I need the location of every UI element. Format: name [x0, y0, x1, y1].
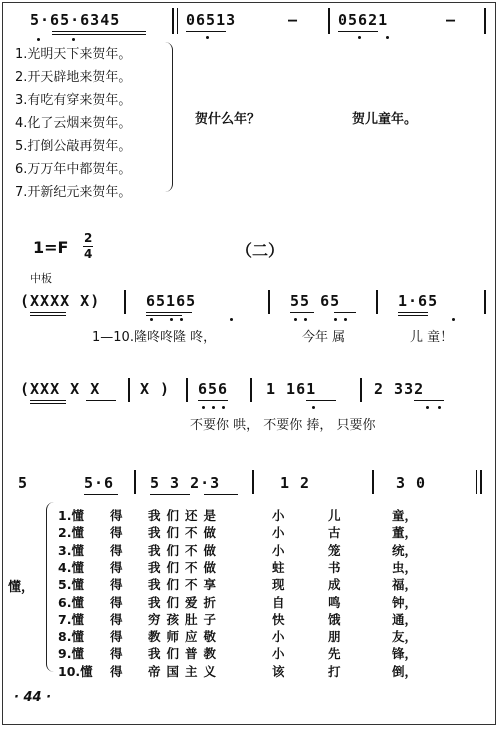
verse-cell: 9.懂 [58, 646, 84, 662]
low-dot [212, 406, 215, 409]
verse-cell: 我们爱折 [148, 594, 223, 610]
verse-cell: 童， [392, 508, 418, 523]
verse-cell: 得 [110, 611, 123, 627]
verse-cell: 4.懂 [58, 559, 84, 575]
underline [414, 400, 444, 401]
underline [204, 494, 238, 495]
verse-cell: 得 [110, 577, 123, 593]
percussion-bar: X ) [140, 380, 171, 398]
verse-cell: 5.懂 [58, 577, 84, 593]
verse-cell: 先 [328, 646, 341, 662]
underline [398, 315, 428, 316]
underline [52, 31, 146, 32]
verse-cell: 得 [110, 663, 123, 679]
verse-cell: 小 [272, 525, 285, 541]
verse-cell: 得 [110, 559, 123, 575]
underline [30, 312, 66, 313]
notation-measure-1: 5·65·6345 [30, 11, 121, 29]
lyric-line: 儿 童！ [410, 330, 454, 345]
verse-cell: 朋 [328, 629, 341, 645]
verse-cell: 书 [328, 559, 341, 575]
low-dot [230, 318, 233, 321]
underline [186, 31, 226, 32]
tempo-marking: 中板 [30, 272, 52, 285]
verse-cell: 古 [328, 525, 341, 541]
side-lyric: 懂， [8, 580, 35, 595]
verse-cell: 3.懂 [58, 542, 84, 558]
verse-cell: 得 [110, 508, 123, 523]
verse-line: 4.化了云烟来贺年。 [15, 116, 132, 131]
verse-cell: 小 [272, 542, 285, 558]
underline [290, 312, 314, 313]
notation-measure: 1 161 [266, 380, 317, 398]
verse-cell: 倒， [392, 663, 418, 679]
barline [268, 290, 270, 314]
verse-cell: 得 [110, 542, 123, 558]
barline [124, 290, 126, 314]
underline [398, 312, 428, 313]
notation-measure: 1·65 [398, 292, 439, 310]
lyric-line: 今年 属 [302, 330, 346, 345]
verse-cell: 小 [272, 646, 285, 662]
verse-brace [46, 502, 55, 672]
low-dot [294, 318, 297, 321]
low-dot [37, 38, 40, 41]
notation-measure-3: 05621 [338, 11, 389, 29]
verse-cell: 10.懂 [58, 663, 93, 679]
notation-measure: 656 [198, 380, 229, 398]
verse-cell: 得 [110, 646, 123, 662]
time-signature-bottom: 4 [84, 247, 93, 261]
verse-cell: 友， [392, 629, 418, 645]
verse-cell: 8.懂 [58, 629, 84, 645]
verse-cell: 小 [272, 629, 285, 645]
verse-cell: 打 [328, 663, 341, 679]
low-dot [452, 318, 455, 321]
underline [52, 34, 146, 35]
barline [484, 8, 486, 34]
verse-cell: 福， [392, 577, 418, 593]
low-dot [206, 36, 209, 39]
notation-measure: 65165 [146, 292, 197, 310]
underline [86, 400, 116, 401]
barline [252, 470, 254, 494]
underline [198, 400, 228, 401]
dash: – [446, 11, 457, 29]
underline [150, 494, 190, 495]
notation-measure: 55 65 [290, 292, 341, 310]
verse-cell: 我们还是 [148, 508, 223, 523]
verse-cell: 我们不做 [148, 559, 223, 575]
verse-line: 2.开天辟地来贺年。 [15, 70, 132, 85]
verse-cell: 锋， [392, 646, 418, 662]
double-barline [476, 470, 477, 494]
verse-cell: 穷孩肚子 [148, 611, 223, 627]
barline [360, 378, 362, 402]
verse-cell: 蛀 [272, 559, 285, 575]
verse-cell: 自 [272, 594, 285, 610]
page-number: · 44 · [14, 690, 52, 705]
barline [372, 470, 374, 494]
answer-lyric: 贺儿童年。 [352, 112, 418, 127]
verse-cell: 笼 [328, 542, 341, 558]
notation-note: 5 [18, 474, 29, 492]
underline [306, 400, 336, 401]
verse-cell: 饿 [328, 611, 341, 627]
verse-line: 1.光明天下来贺年。 [15, 47, 132, 62]
barline [128, 378, 130, 402]
barline [328, 8, 330, 34]
time-signature-top: 2 [84, 231, 93, 245]
low-dot [358, 36, 361, 39]
verse-cell: 2.懂 [58, 525, 84, 541]
verse-cell: 教师应敬 [148, 629, 223, 645]
low-dot [222, 406, 225, 409]
underline [146, 312, 192, 313]
lyric-line: 1—10.隆咚咚隆 咚， [92, 330, 217, 345]
verse-cell: 钟， [392, 594, 418, 610]
verse-cell: 我们普教 [148, 646, 223, 662]
verse-cell: 6.懂 [58, 594, 84, 610]
verse-cell: 董， [392, 525, 418, 541]
verse-cell: 小 [272, 508, 285, 523]
verse-brace [162, 42, 173, 192]
underline [30, 403, 66, 404]
part-label: （二） [236, 241, 285, 260]
notation-measure: 5 3 2·3 [150, 474, 221, 492]
verse-cell: 得 [110, 525, 123, 541]
low-dot [72, 38, 75, 41]
low-dot [150, 318, 153, 321]
verse-line: 3.有吃有穿来贺年。 [15, 93, 132, 108]
low-dot [202, 406, 205, 409]
verse-cell: 统， [392, 542, 418, 558]
verse-cell: 得 [110, 594, 123, 610]
dash: – [288, 11, 299, 29]
low-dot [344, 318, 347, 321]
verse-cell: 得 [110, 629, 123, 645]
low-dot [426, 406, 429, 409]
notation-measure-2: 06513 [186, 11, 237, 29]
low-dot [334, 318, 337, 321]
notation-measure: 2 332 [374, 380, 425, 398]
verse-cell: 成 [328, 577, 341, 593]
underline [84, 494, 118, 495]
lyric-line: 不要你 哄， 不要你 捧， 只要你 [190, 418, 376, 433]
underline [334, 312, 356, 313]
underline [146, 315, 182, 316]
underline [338, 31, 378, 32]
percussion-bar: (XXX X X [20, 380, 101, 398]
low-dot [438, 406, 441, 409]
barline [186, 378, 188, 402]
verse-cell: 我们不做 [148, 525, 223, 541]
double-barline [480, 470, 482, 494]
double-barline [172, 8, 174, 34]
low-dot [170, 318, 173, 321]
verse-cell: 我们不做 [148, 542, 223, 558]
percussion-intro: (XXXX X) [20, 292, 101, 310]
verse-cell: 儿 [328, 508, 341, 523]
verse-line: 7.开新纪元来贺年。 [15, 185, 132, 200]
low-dot [180, 318, 183, 321]
verse-cell: 虫， [392, 559, 418, 575]
verse-cell: 鸣 [328, 594, 341, 610]
underline [30, 400, 66, 401]
low-dot [304, 318, 307, 321]
low-dot [386, 36, 389, 39]
verse-line: 5.打倒公敲再贺年。 [15, 139, 132, 154]
barline [484, 290, 486, 314]
verse-cell: 快 [272, 611, 285, 627]
notation-measure: 3 0 [396, 474, 427, 492]
verse-line: 6.万万年中都贺年。 [15, 162, 132, 177]
verse-cell: 该 [272, 663, 285, 679]
verse-cell: 帝国主义 [148, 663, 223, 679]
underline [30, 315, 66, 316]
verse-cell: 现 [272, 577, 285, 593]
barline [376, 290, 378, 314]
notation-measure: 5·6 [84, 474, 115, 492]
low-dot [312, 406, 315, 409]
question-lyric: 贺什么年？ [195, 112, 261, 127]
barline [134, 470, 136, 494]
double-barline [177, 8, 178, 34]
verse-cell: 通， [392, 611, 418, 627]
notation-measure: 1 2 [280, 474, 311, 492]
verse-cell: 7.懂 [58, 611, 84, 627]
key-signature: 1=F [33, 238, 69, 257]
barline [250, 378, 252, 402]
verse-cell: 1.懂 [58, 508, 84, 523]
verse-cell: 我们不享 [148, 577, 223, 593]
